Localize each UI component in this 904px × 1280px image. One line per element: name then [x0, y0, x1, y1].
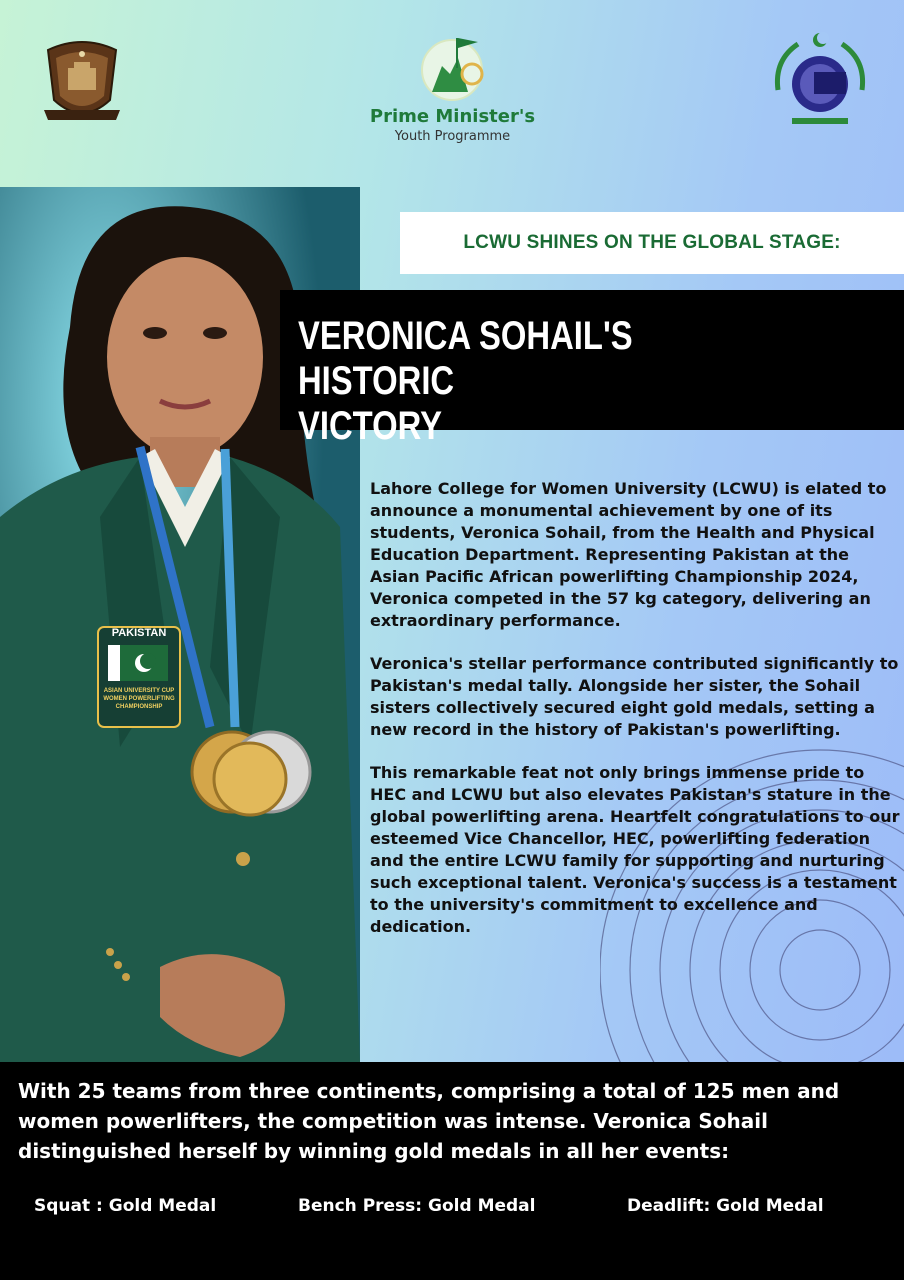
medal-squat: Squat : Gold Medal: [34, 1196, 217, 1216]
pm-programme-subtitle: Youth Programme: [394, 129, 511, 144]
hec-logo: [768, 30, 872, 134]
headline-line-2: VICTORY: [298, 404, 442, 448]
footer-band: [0, 1062, 904, 1280]
footer-intro: With 25 teams from three continents, comprising a total of 125 men and women powerlifters, the competition was intense. Veronica Sohail distinguished herself by winning gold medals in all her events:: [18, 1079, 840, 1163]
body-paragraph-1: Lahore College for Women University (LCWU) is elated to announce a monumental achievement by one of its students, Veronica Sohail, from the Health and Physical Education Department. Representing Pakistan at the Asian Pacific African powerlifting Championship 2024, Veronica competed in the 57 kg category, delivering an extraordinary performance.: [370, 479, 887, 630]
headline-line-1: VERONICA SOHAIL'S HISTORIC: [298, 314, 633, 403]
tagline-box: [400, 212, 904, 274]
blazer-patch-text: ASIAN UNIVERSITY CUP WOMEN POWERLIFTING CHAMPIONSHIP: [103, 688, 175, 710]
medal-bench-press: Bench Press: Gold Medal: [298, 1196, 536, 1216]
body-paragraph-3: This remarkable feat not only brings immense pride to HEC and LCWU but also elevates Pakistan's stature in the global powerlifting arena. Heartfelt congratulations to our esteemed Vice Chancellor, HEC, powerlifting federation and the entire LCWU family for supporting and nurturing such exceptional talent. Veronica's success is a testament to the university's commitment to excellence and dedication.: [370, 763, 900, 936]
article-body: [370, 478, 900, 959]
headline-text: [298, 314, 757, 449]
body-paragraph-2: Veronica's stellar performance contributed significantly to Pakistan's medal tally. Alongside her sister, the Sohail sisters collectively secured eight gold medals, setting a new record in the history of Pakistan's powerlifting.: [370, 654, 899, 739]
lcwu-crest-logo: [38, 36, 126, 132]
tagline-text: LCWU SHINES ON THE GLOBAL STAGE:: [463, 232, 841, 253]
blazer-badge-label: PAKISTAN: [111, 627, 167, 639]
pm-programme-title: Prime Minister's: [369, 106, 536, 127]
headline-box: [280, 290, 904, 448]
medal-deadlift: Deadlift: Gold Medal: [627, 1196, 824, 1216]
pm-youth-programme-logo: [360, 30, 545, 150]
